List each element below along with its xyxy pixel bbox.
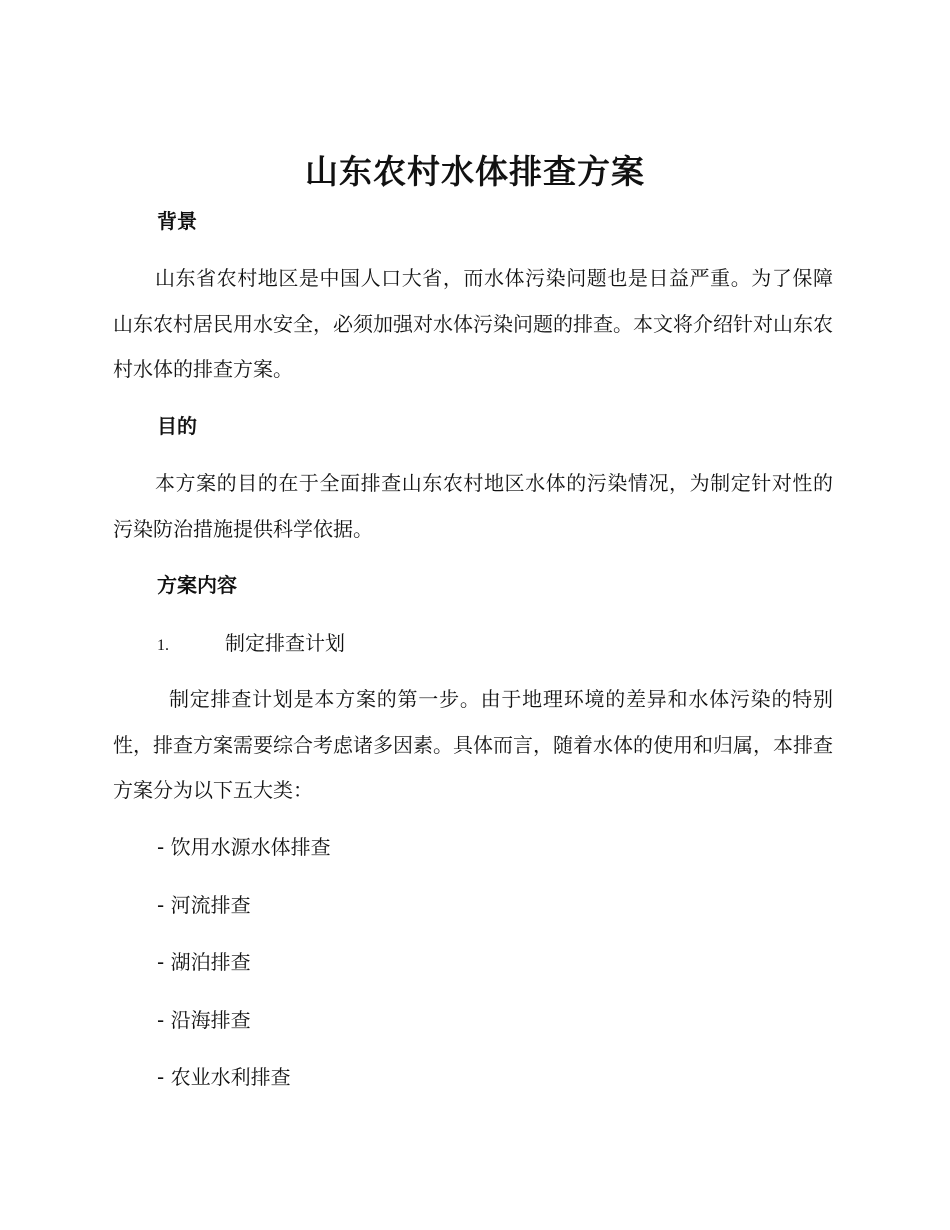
- bullet-item: - 湖泊排查: [157, 950, 251, 974]
- numbered-item: [157, 629, 345, 660]
- purpose-paragraph: 本方案的目的在于全面排查山东农村地区水体的污染情况，为制定针对性的污染防治措施提供科学依据。: [113, 471, 833, 541]
- numbered-item-number: 1.: [157, 637, 169, 654]
- bullet-item: - 农业水利排查: [157, 1065, 291, 1089]
- content-paragraph: 制定排查计划是本方案的第一步。由于地理环境的差异和水体污染的特别性，排查方案需要综合考虑诸多因素。具体而言，随着水体的使用和归属，本排查方案分为以下五大类：: [113, 687, 833, 802]
- bullet-item: - 饮用水源水体排查: [157, 835, 331, 859]
- numbered-item-text: 制定排查计划: [225, 631, 345, 655]
- background-paragraph: 山东省农村地区是中国人口大省，而水体污染问题也是日益严重。为了保障山东农村居民用水安全，必须加强对水体污染问题的排查。本文将介绍针对山东农村水体的排查方案。: [113, 266, 833, 381]
- section-heading-content: 方案内容: [157, 573, 237, 597]
- section-heading-purpose: 目的: [157, 414, 197, 438]
- bullet-item: - 沿海排查: [157, 1008, 251, 1032]
- section-heading-background: 背景: [157, 209, 197, 233]
- document-title: 山东农村水体排查方案: [305, 152, 645, 191]
- bullet-item: - 河流排查: [157, 893, 251, 917]
